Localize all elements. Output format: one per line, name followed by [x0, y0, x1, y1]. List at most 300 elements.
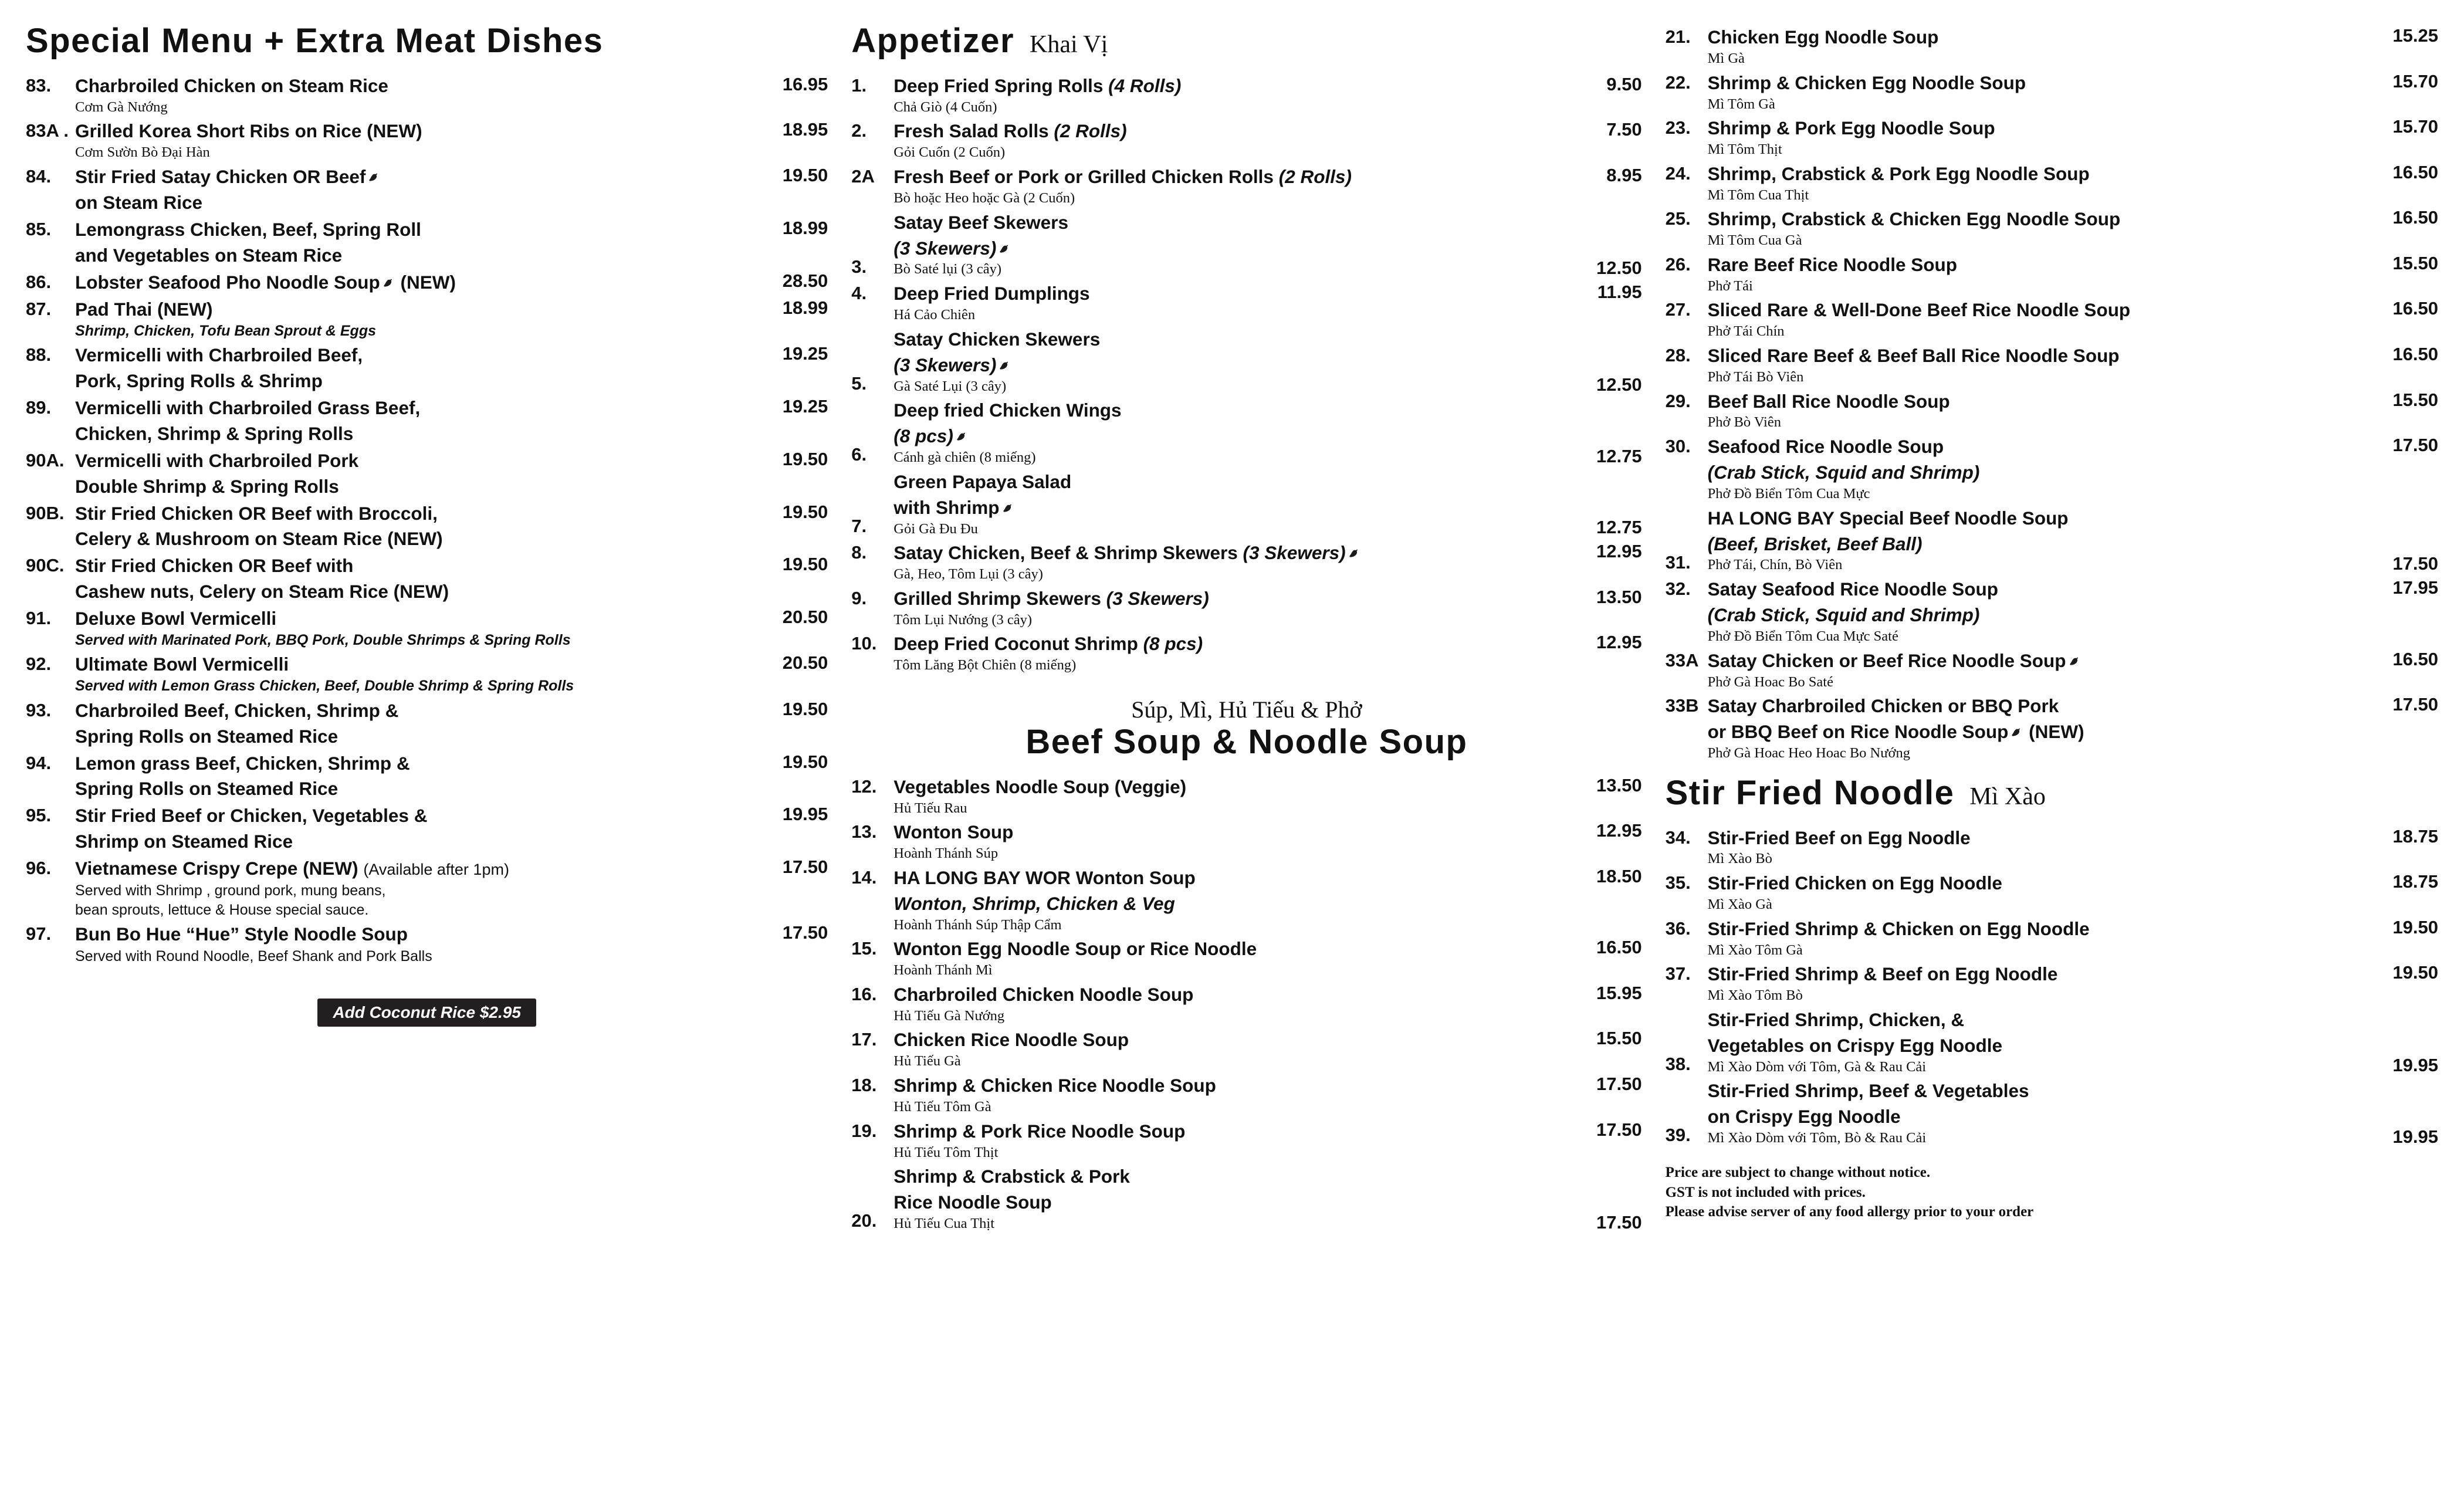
item-body: [893, 1072, 1550, 1116]
item-price: 12.75: [1596, 445, 1642, 466]
item-name: Beef Ball Rice Noodle Soup: [1707, 390, 1950, 412]
item-body: [893, 468, 1550, 539]
item-body: [75, 750, 736, 801]
item-number: 26.: [1665, 253, 1691, 275]
menu-item: [851, 818, 1641, 863]
menu-item: [26, 117, 828, 162]
menu-item: [1666, 433, 2438, 503]
item-vietnamese-name: Gà, Heo, Tôm Lụi (3 cây): [893, 566, 1043, 583]
item-name: Stir Fried Chicken OR Beef with Broccoli,: [75, 502, 438, 524]
item-price: 17.50: [1596, 1074, 1642, 1095]
menu-item: [851, 117, 1641, 162]
menu-item: [1666, 342, 2438, 387]
item-number: 36.: [1665, 918, 1691, 939]
item-body: [1708, 251, 2347, 296]
item-name: Stir-Fried Beef on Egg Noodle: [1707, 827, 1971, 848]
item-price: 19.95: [2392, 1126, 2438, 1147]
coconut-rice-banner-wrap: [26, 983, 828, 1027]
item-name: Wonton Egg Noodle Soup or Rice Noodle: [893, 938, 1257, 960]
item-price: 11.95: [1597, 282, 1642, 303]
item-name: Rare Beef Rice Noodle Soup: [1707, 253, 1957, 275]
item-price: 17.50: [2392, 435, 2438, 456]
menu-item: [1666, 388, 2438, 432]
item-vietnamese-name: Gỏi Cuốn (2 Cuốn): [893, 144, 1006, 161]
item-number: 88.: [26, 344, 52, 365]
item-price: 19.95: [2392, 1055, 2438, 1076]
item-name: Shrimp & Crabstick & Pork: [893, 1166, 1130, 1187]
menu-item: [851, 1026, 1641, 1071]
item-number: 93.: [26, 699, 52, 720]
spicy-pepper-icon: [2069, 650, 2081, 663]
item-body: [1708, 1006, 2347, 1077]
item-name: Shrimp & Chicken Rice Noodle Soup: [893, 1075, 1216, 1096]
item-name-line2: (Crab Stick, Squid and Shrimp): [1707, 604, 1980, 625]
item-vietnamese-name: Hủ Tiếu Rau: [893, 800, 967, 816]
menu-item: [851, 935, 1641, 980]
spicy-pepper-icon: [956, 425, 969, 438]
item-price: 16.50: [2392, 207, 2438, 228]
item-body: [1708, 296, 2347, 341]
item-price: 16.50: [2392, 648, 2438, 669]
item-vietnamese-name: Phở Đồ Biển Tôm Cua Mực: [1707, 485, 1870, 502]
item-body: [75, 163, 736, 215]
item-name: Deep Fried Dumplings: [893, 283, 1090, 304]
item-name: Vermicelli with Charbroiled Beef,: [75, 344, 363, 365]
item-name-line2: Vegetables on Crispy Egg Noodle: [1707, 1034, 2002, 1056]
item-number: 25.: [1665, 208, 1691, 229]
menu-item: [851, 280, 1641, 324]
item-name: Ultimate Bowl Vermicelli: [75, 654, 289, 675]
item-number: 96.: [26, 858, 52, 879]
item-vietnamese-name: Gỏi Gà Đu Đu: [893, 520, 978, 537]
item-vietnamese-name: Mì Xào Dòm với Tôm, Gà & Rau Cải: [1707, 1058, 1927, 1075]
item-number: 24.: [1665, 163, 1691, 184]
item-price: 18.99: [782, 297, 828, 318]
item-price: 19.50: [782, 554, 828, 575]
menu-item: [26, 750, 828, 801]
item-name-line2: Rice Noodle Soup: [893, 1192, 1052, 1213]
spacer: [851, 676, 1641, 696]
menu-item: [26, 72, 828, 117]
menu-item: [1666, 576, 2438, 646]
item-price: 19.50: [782, 501, 828, 522]
item-vietnamese-name: Há Cảo Chiên: [893, 307, 976, 323]
item-name: Stir-Fried Shrimp & Beef on Egg Noodle: [1707, 963, 2058, 985]
menu-item: [1666, 251, 2438, 296]
item-body: [1708, 23, 2347, 68]
spicy-pepper-icon: [1002, 497, 1015, 510]
menu-item: [851, 864, 1641, 935]
menu-item: [26, 500, 828, 551]
beefsoup-title-vi: Súp, Mì, Hủ Tiếu & Phở: [1131, 696, 1362, 723]
menu-item: [26, 651, 828, 695]
item-price: 19.25: [782, 343, 828, 364]
appetizer-items-list: [851, 72, 1641, 675]
item-number: 37.: [1665, 963, 1691, 984]
item-body: [893, 326, 1550, 396]
item-vietnamese-name: Chả Giò (4 Cuốn): [893, 99, 997, 115]
item-number: 86.: [26, 271, 52, 292]
item-body: [75, 920, 736, 966]
item-number: 8.: [851, 542, 867, 563]
item-body: [893, 1026, 1550, 1071]
item-name: Satay Charbroiled Chicken or BBQ Pork: [1707, 695, 2059, 717]
coconut-rice-banner: Add Coconut Rice $2.95: [317, 999, 536, 1027]
item-number: 7.: [851, 515, 867, 536]
item-name: Stir-Fried Shrimp, Beef & Vegetables: [1707, 1080, 2029, 1102]
item-number: 17.: [851, 1029, 877, 1050]
item-vietnamese-name: Phở Tái, Chín, Bò Viên: [1707, 557, 1843, 573]
item-price: 19.25: [782, 395, 828, 417]
item-body: [893, 280, 1550, 324]
item-name-line2: on Steam Rice: [75, 191, 203, 213]
menu-item: [1666, 69, 2438, 114]
section-title-special: Special Menu + Extra Meat Dishes: [26, 22, 604, 60]
item-vietnamese-name: Phở Tái Chín: [1707, 323, 1785, 340]
item-price: 12.95: [1596, 632, 1642, 653]
item-name: Chicken Egg Noodle Soup: [1707, 26, 1939, 48]
item-name: Bun Bo Hue “Hue” Style Noodle Soup: [75, 923, 408, 945]
item-number: 85.: [26, 218, 52, 239]
item-name: Green Papaya Salad: [893, 471, 1072, 492]
item-name: Shrimp & Pork Egg Noodle Soup: [1707, 117, 1995, 139]
item-number: 38.: [1665, 1053, 1691, 1074]
item-number: 34.: [1665, 827, 1691, 848]
item-price: 15.70: [2392, 116, 2438, 137]
item-name: Sliced Rare & Well-Done Beef Rice Noodle Soup: [1707, 299, 2131, 321]
item-vietnamese-name: Bò Saté lụi (3 cây): [893, 261, 1001, 277]
item-name: Deep Fried Spring Rolls (4 Rolls): [893, 75, 1182, 96]
item-name-line2: Celery & Mushroom on Steam Rice (NEW): [75, 528, 443, 550]
menu-item: [1666, 647, 2438, 692]
item-number: 97.: [26, 923, 52, 945]
item-name-line2: (Crab Stick, Squid and Shrimp): [1707, 462, 1980, 483]
item-name: Charbroiled Chicken on Steam Rice: [75, 75, 388, 96]
item-price: 17.50: [1596, 1211, 1642, 1233]
item-body: [1708, 869, 2347, 914]
item-name: Deluxe Bowl Vermicelli: [75, 608, 277, 629]
item-name-line2: or BBQ Beef on Rice Noodle Soup (NEW): [1707, 721, 2084, 743]
item-vietnamese-name: Phở Đồ Biển Tôm Cua Mực Saté: [1707, 628, 1898, 644]
item-number: 39.: [1665, 1125, 1691, 1146]
item-body: [1708, 342, 2347, 387]
item-body: [75, 447, 736, 499]
menu-item: [26, 216, 828, 268]
item-number: 12.: [851, 776, 877, 797]
item-name: Stir-Fried Shrimp, Chicken, &: [1707, 1008, 1965, 1030]
item-name: HA LONG BAY Special Beef Noodle Soup: [1707, 507, 2069, 529]
item-body: [1708, 69, 2347, 114]
item-price: 16.50: [2392, 298, 2438, 319]
item-name: Chicken Rice Noodle Soup: [893, 1029, 1129, 1051]
menu-item: [851, 1072, 1641, 1116]
item-vietnamese-name: Cơm Sườn Bò Đại Hàn: [75, 144, 210, 161]
menu-item: [26, 920, 828, 966]
menu-item: [1666, 205, 2438, 250]
item-vietnamese-name: Hủ Tiếu Gà Nướng: [893, 1007, 1005, 1024]
menu-item: [851, 397, 1641, 467]
special-items-list: [26, 72, 828, 966]
item-price: 19.50: [2392, 916, 2438, 937]
item-vietnamese-name: Hoành Thánh Súp: [893, 845, 999, 862]
item-price: 19.50: [782, 448, 828, 469]
item-vietnamese-name: Mì Tôm Cua Gà: [1707, 232, 1802, 249]
item-number: 90A.: [26, 449, 65, 471]
menu-item: [26, 855, 828, 919]
item-price: 17.50: [1596, 1119, 1642, 1140]
item-name-line2: (3 Skewers): [893, 351, 1550, 377]
item-body: [893, 209, 1550, 279]
item-price: 19.95: [782, 804, 828, 825]
item-name: Vietnamese Crispy Crepe (NEW) (Available after 1pm): [75, 858, 509, 879]
item-number: 84.: [26, 166, 52, 187]
item-number: 14.: [851, 867, 877, 888]
item-name-line2: Wonton, Shrimp, Chicken & Veg: [893, 892, 1175, 914]
menu-item: [26, 605, 828, 649]
item-number: 33B: [1665, 695, 1699, 716]
menu-item: [851, 72, 1641, 117]
item-price: 17.50: [2392, 553, 2438, 574]
item-body: [893, 864, 1550, 935]
item-name-line2: (Beef, Brisket, Beef Ball): [1707, 533, 1923, 554]
menu-item: [26, 296, 828, 340]
item-description: Served with Round Noodle, Beef Shank and Pork Balls: [75, 948, 432, 965]
item-vietnamese-name: Gà Saté Lụi (3 cây): [893, 378, 1007, 394]
menu-item: [1666, 23, 2438, 68]
item-number: 4.: [851, 283, 867, 304]
item-vietnamese-name: Phở Gà Hoac Bo Saté: [1707, 673, 1833, 690]
note-line: Price are subject to change without notice.: [1665, 1164, 1931, 1180]
item-description: bean sprouts, lettuce & House special sauce.: [75, 902, 369, 919]
item-price: 18.75: [2392, 825, 2438, 847]
item-body: [75, 72, 736, 117]
item-description: Shrimp, Chicken, Tofu Bean Sprout & Eggs: [75, 322, 377, 339]
item-number: 2A: [851, 166, 875, 187]
item-name-line2: (3 Skewers): [893, 235, 1550, 260]
item-name: Satay Chicken or Beef Rice Noodle Soup: [1708, 647, 2347, 673]
item-price: 19.50: [782, 751, 828, 772]
item-description: Served with Lemon Grass Chicken, Beef, Double Shrimp & Spring Rolls: [75, 678, 574, 695]
item-vietnamese-name: Cánh gà chiên (8 miếng): [893, 449, 1036, 466]
column-special-menu: [26, 23, 851, 1496]
item-number: 29.: [1665, 390, 1691, 411]
item-number: 87.: [26, 298, 52, 319]
item-body: [75, 605, 736, 649]
item-body: [75, 117, 736, 162]
item-body: [1708, 114, 2347, 159]
item-name: Shrimp & Chicken Egg Noodle Soup: [1707, 72, 2026, 93]
menu-item: [851, 539, 1641, 584]
item-number: 32.: [1665, 578, 1691, 600]
item-description: Served with Marinated Pork, BBQ Pork, Double Shrimps & Spring Rolls: [75, 632, 571, 649]
item-name: Vermicelli with Charbroiled Grass Beef,: [75, 397, 421, 418]
item-vietnamese-name: Mì Xào Gà: [1707, 896, 1772, 913]
item-name-line2: (8 pcs): [893, 422, 1550, 448]
item-name: Stir-Fried Shrimp & Chicken on Egg Noodle: [1707, 918, 2090, 939]
item-name: Satay Beef Skewers: [893, 211, 1068, 233]
item-number: 3.: [851, 256, 867, 277]
item-number: 31.: [1665, 551, 1691, 573]
menu-item: [26, 269, 828, 295]
menu-item: [851, 163, 1641, 208]
item-body: [1708, 160, 2347, 205]
item-vietnamese-name: Mì Xào Dòm với Tôm, Bò & Rau Cải: [1707, 1130, 1927, 1146]
item-number: 23.: [1665, 117, 1691, 138]
item-name: Sliced Rare Beef & Beef Ball Rice Noodle Soup: [1707, 344, 2120, 366]
item-number: 16.: [851, 983, 877, 1004]
menu-item: [1666, 114, 2438, 159]
item-body: [893, 818, 1550, 863]
item-body: [893, 773, 1550, 818]
item-number: 13.: [851, 821, 877, 842]
item-body: [893, 397, 1550, 467]
item-number: 90B.: [26, 502, 65, 523]
item-price: 12.50: [1596, 258, 1642, 279]
item-number: 1.: [851, 75, 867, 96]
item-name: Deep fried Chicken Wings: [893, 400, 1122, 421]
item-name: Pad Thai (NEW): [75, 298, 213, 320]
item-body: [75, 651, 736, 695]
item-name: Satay Seafood Rice Noodle Soup: [1707, 578, 1998, 600]
item-vietnamese-name: Mì Xào Bò: [1707, 851, 1772, 867]
item-body: [75, 500, 736, 551]
item-vietnamese-name: Phở Bò Viên: [1707, 414, 1781, 431]
spicy-pepper-icon: [999, 238, 1011, 251]
item-price: 20.50: [782, 607, 828, 628]
item-name: Stir Fried Chicken OR Beef with: [75, 555, 354, 577]
item-number: 28.: [1665, 344, 1691, 365]
menu-item: [1666, 692, 2438, 763]
item-body: [1708, 915, 2347, 960]
item-price: 16.95: [782, 73, 828, 94]
item-vietnamese-name: Tôm Lăng Bột Chiên (8 miếng): [893, 657, 1077, 673]
item-body: [75, 802, 736, 854]
stirfried-title-en: Stir Fried Noodle: [1665, 773, 1955, 812]
menu-item: [851, 585, 1641, 629]
menu-item: [1666, 960, 2438, 1005]
item-number: 2.: [851, 120, 867, 141]
item-name: Charbroiled Beef, Chicken, Shrimp &: [75, 699, 399, 721]
item-vietnamese-name: Phở Gà Hoac Heo Hoac Bo Nướng: [1707, 745, 1910, 761]
item-vietnamese-name: Mì Xào Tôm Gà: [1707, 942, 1803, 958]
note-line: GST is not included with prices.: [1665, 1184, 1866, 1200]
item-body: [893, 163, 1550, 208]
menu-item: [851, 468, 1641, 539]
item-price: 15.95: [1596, 982, 1642, 1003]
item-price: 18.50: [1596, 865, 1642, 886]
item-name-line2: Double Shrimp & Spring Rolls: [75, 475, 339, 497]
menu-item: [851, 981, 1641, 1025]
item-body: [75, 697, 736, 749]
item-price: 12.95: [1596, 541, 1642, 562]
item-name-line2: with Shrimp: [893, 494, 1550, 520]
item-price: 19.50: [2392, 962, 2438, 983]
item-vietnamese-name: Hủ Tiếu Gà: [893, 1053, 961, 1069]
menu-item: [851, 630, 1641, 675]
spicy-pepper-icon: [1348, 542, 1361, 555]
menu-item: [851, 326, 1641, 396]
item-price: 18.95: [782, 119, 828, 140]
item-number: 33A: [1665, 649, 1699, 671]
item-body: [1708, 824, 2347, 869]
menu-item: [1666, 915, 2438, 960]
section-title-appetizer: [851, 23, 1641, 59]
item-vietnamese-name: Cơm Gà Nướng: [75, 99, 168, 115]
menu-item: [26, 552, 828, 604]
spicy-pepper-icon: [383, 272, 395, 285]
menu-item: [1666, 296, 2438, 341]
item-name: Deep Fried Coconut Shrimp (8 pcs): [893, 633, 1203, 655]
item-name: Shrimp, Crabstick & Pork Egg Noodle Soup: [1707, 163, 2090, 184]
item-body: [893, 981, 1550, 1025]
item-name: Satay Chicken, Beef & Shrimp Skewers (3 Skewers): [893, 539, 1550, 565]
item-name: Fresh Salad Rolls (2 Rolls): [893, 120, 1127, 142]
item-name: Lobster Seafood Pho Noodle Soup (NEW): [75, 271, 456, 293]
item-name: Seafood Rice Noodle Soup: [1707, 436, 1944, 458]
menu-item: [1666, 824, 2438, 869]
item-body: [1708, 205, 2347, 250]
item-name-line2: Spring Rolls on Steamed Rice: [75, 725, 339, 747]
spicy-pepper-icon: [368, 166, 381, 179]
item-price: 18.99: [782, 217, 828, 238]
item-body: [1708, 647, 2347, 692]
item-body: [893, 539, 1550, 584]
item-number: 30.: [1665, 436, 1691, 457]
menu-item: [26, 163, 828, 215]
item-vietnamese-name: Hủ Tiếu Cua Thịt: [893, 1216, 995, 1232]
item-vietnamese-name: Mì Gà: [1707, 50, 1745, 66]
item-name: Grilled Korea Short Ribs on Rice (NEW): [75, 120, 422, 142]
item-price: 16.50: [2392, 161, 2438, 182]
appetizer-title-en: Appetizer: [851, 22, 1015, 60]
item-number: 22.: [1665, 72, 1691, 93]
item-number: 89.: [26, 397, 52, 418]
item-price: 15.25: [2392, 25, 2438, 46]
item-price: 18.75: [2392, 871, 2438, 892]
menu-item: [26, 802, 828, 854]
item-body: [893, 117, 1550, 162]
item-body: [75, 269, 736, 295]
item-vietnamese-name: Mì Tôm Gà: [1707, 96, 1775, 112]
item-price: 13.50: [1596, 586, 1642, 607]
column-appetizer-soup: [851, 23, 1665, 1496]
item-name-line2: and Vegetables on Steam Rice: [75, 244, 343, 266]
item-body: [1708, 692, 2347, 763]
item-vietnamese-name: Bò hoặc Heo hoặc Gà (2 Cuốn): [893, 189, 1075, 206]
stirfried-title-vi: Mì Xào: [1969, 783, 2046, 810]
beefsoup-items-list: [851, 773, 1641, 1233]
menu-item: [851, 1118, 1641, 1162]
item-price: 16.50: [1596, 937, 1642, 958]
item-name-line2: Cashew nuts, Celery on Steam Rice (NEW): [75, 581, 449, 603]
item-name-line2: Pork, Spring Rolls & Shrimp: [75, 370, 323, 391]
footer-notes: [1666, 1163, 2438, 1222]
item-price: 28.50: [782, 270, 828, 291]
item-name: HA LONG BAY WOR Wonton Soup: [893, 867, 1196, 888]
item-number: 83A .: [26, 120, 69, 141]
menu-item: [851, 773, 1641, 818]
item-name: Lemon grass Beef, Chicken, Shrimp &: [75, 752, 410, 774]
spicy-pepper-icon: [2011, 721, 2023, 734]
item-price: 17.50: [782, 857, 828, 878]
item-body: [75, 552, 736, 604]
item-price: 16.50: [2392, 343, 2438, 364]
item-description: Served with Shrimp , ground pork, mung beans,: [75, 882, 386, 899]
item-price: 15.50: [2392, 389, 2438, 410]
item-name: Vermicelli with Charbroiled Pork: [75, 449, 359, 471]
item-body: [893, 630, 1550, 675]
appetizer-title-vi: Khai Vị: [1030, 31, 1108, 58]
